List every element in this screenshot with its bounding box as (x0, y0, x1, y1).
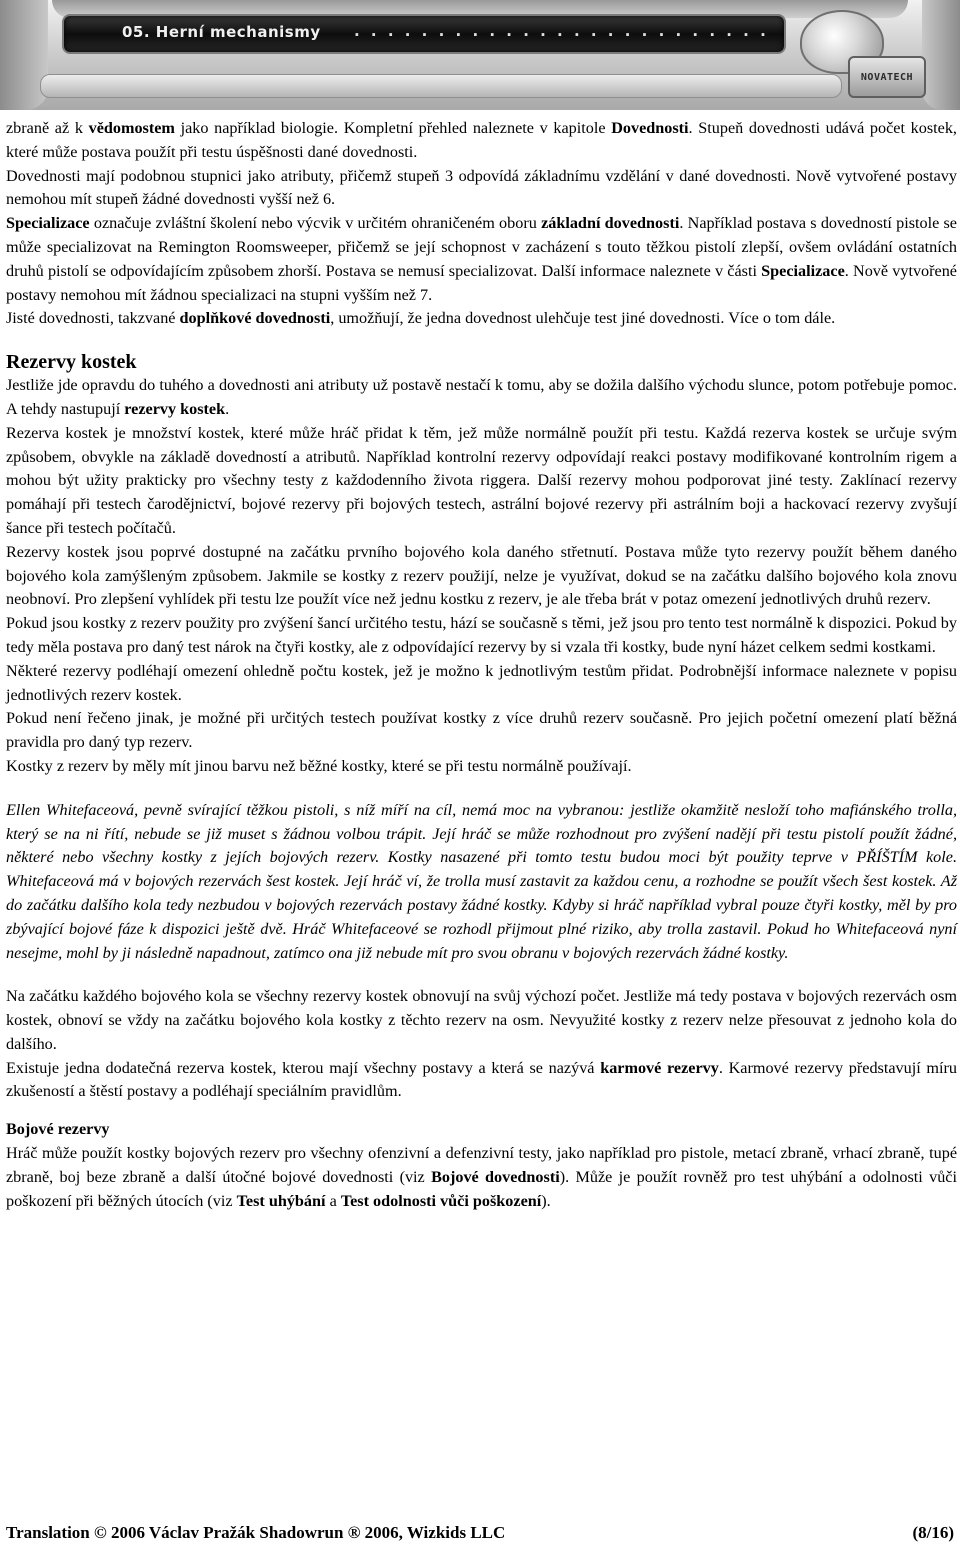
text-run: Jestliže jde opravdu do tuhého a dovednosti ani atributy už postavě nestačí k tomu, aby se dožila dalšího východu slunce, potom potřebuje pomoc. A tehdy nastupují (6, 376, 957, 418)
paragraph-dice-pool-definition: Rezerva kostek je množství kostek, které může hráč přidat k těm, jež může normálně použít při testu. Každá rezerva kostek se určuje svým způsobem, obvykle na základě dovedností a atributů. Například kontrolní rezervy odpovídají reakci postavy modifikované kontrolním rigem a mohou být užity prakticky pro všechny testy z každodenního života riggera. Další rezervy mohou podporovat jiné testy. Zaklínací rezervy pomáhají při testech čarodějnictví, bojové rezervy při bojových testech, astrální bojové rezervy při astrálním boji a hackovací rezervy zvyšují šance při testech počítačů. (6, 423, 957, 537)
paragraph-skills-intro (6, 117, 957, 165)
heading-bojove-rezervy: Bojové rezervy (6, 1120, 110, 1139)
text-run: . (225, 399, 230, 418)
paragraph-specialization (6, 212, 957, 307)
text-run: a (325, 1191, 341, 1210)
text-run: , umožňují, že jedna dovednost ulehčuje test jiné dovednosti. Více o tom dále. (330, 309, 836, 328)
paragraph-pool-refresh: Na začátku každého bojového kola se všechny rezervy kostek obnovují na svůj výchozí počet. Jestliže má tedy postava v bojových rezervách osm kostek, obnoví se vždy na začátku bojového kola kostky z těchto rezerv na osm. Nevyužité kostky z rezerv nelze přesouvat z jednoho kola do dalšího. (6, 987, 957, 1053)
paragraph-karma-pool (6, 1057, 957, 1105)
paragraph-combat-pool (6, 1142, 957, 1213)
text-run: . Stupeň dovednosti udává počet kostek, které může postava použít při testu úspěšnosti dané dovednosti. (6, 119, 957, 161)
document-body (6, 117, 957, 1213)
text-run: Hráč může použít kostky bojových rezerv pro všechny ofenzivní a defenzivní testy, jako například pro pistole, metací zbraně, vrhací zbraně, tupé zbraně, boj beze zbraně a další útočné bojové dovednosti (viz (6, 1144, 957, 1186)
header-banner (0, 0, 960, 110)
term-test-uhybani: Test uhýbání (236, 1191, 326, 1210)
term-bojove-dovednosti: Bojové dovednosti (431, 1167, 560, 1186)
chapter-title: 05. Herní mechanismy (122, 23, 321, 41)
text-run: Jisté dovednosti, takzvané (6, 309, 180, 328)
paragraph-dice-pool-limits: Některé rezervy podléhají omezení ohledně počtu kostek, jež je možno k jednotlivým testům přidat. Podrobnější informace naleznete v popisu jednotlivých rezerv kostek. (6, 661, 957, 704)
term-vedomosti: vědomostem (88, 119, 175, 137)
text-run: jako například biologie. Kompletní přehled naleznete v kapitole (174, 119, 612, 137)
term-rezervy-kostek: rezervy kostek (124, 399, 226, 418)
logo-text: NOVATECH (860, 71, 914, 83)
page-footer (6, 1521, 954, 1545)
term-dovednosti: Dovednosti (611, 119, 689, 137)
text-run: zbraně až k (6, 119, 89, 137)
banner-rail (40, 74, 842, 98)
paragraph-dice-pool-availability: Rezervy kostek jsou poprvé dostupné na začátku prvního bojového kola daného střetnutí. Postava může tyto rezervy použít během daného bojového kola zamýšleným způsobem. Jakmile se kostky z rezerv použijí, nelze je využívat, dokud se na začátku dalšího bojového kola znovu neobnoví. Pro zlepšení vyhlídek při testu lze použít více než jednu kostku z rezerv, je ale třeba brát v potaz omezení jednotlivých druhů rezerv. (6, 542, 957, 609)
paragraph-skills-scale: Dovednosti mají podobnou stupnici jako atributy, přičemž stupeň 3 odpovídá základnímu vzdělání v dané dovednosti. Nově vytvořené postavy nemohou mít stupeň žádné dovednosti vyšší než 6. (6, 166, 957, 209)
chapter-title-bar (62, 14, 786, 54)
term-test-odolnosti: Test odolnosti vůči poškození (340, 1191, 542, 1210)
paragraph-dice-pool-rolling: Pokud jsou kostky z rezerv použity pro zvýšení šancí určitého testu, hází se současně s těmi, jež jsou pro tento test normálně k dispozici. Pokud by tedy měla postava pro daný test nárok na čtyři kostky, ale z odpovídající rezervy by si vzala tři kostky, bude nyní házet celkem sedmi kostkami. (6, 614, 957, 656)
term-zakladni-dovednosti: základní dovednosti (541, 214, 680, 233)
text-run: . Například postava s dovedností pistole se může specializovat na Remington Roomsweeper, přičemž se její schopnost v zacházení s touto těžkou pistolí zlepší, ovšem ovládání ostatních druhů pistolí se odpovídajícím způsobem zhorší. Postava se nemusí specializovat. Další informace naleznete v části (6, 214, 957, 280)
text-run: ). Může je použít rovněž pro test uhýbání a odolnosti vůči poškození při běžných útocích (viz (6, 1167, 957, 1210)
text-run: Existuje jedna dodatečná rezerva kostek, kterou mají všechny postavy a která se nazývá (6, 1058, 601, 1077)
term-karmove-rezervy: karmové rezervy (600, 1058, 719, 1077)
text-run: . Karmové rezervy představují míru zkušeností a štěstí postavy a podléhají speciálním pravidlům. (6, 1058, 957, 1101)
paragraph-dice-pool-combining: Pokud není řečeno jinak, je možné při určitých testech používat kostky z více druhů rezerv současně. Pro jejich početní omezení platí běžná pravidla pro daný typ rezerv. (6, 709, 957, 752)
example-whiteface: Ellen Whitefaceová, pevně svírající těžkou pistoli, s níž míří na cíl, nemá moc na vybranou: jestliže okamžitě nesloží toho mafiánského trolla, který se na ni řítí, nebude se již muset s žádnou volbou trápit. Její hráč se může rozhodnout pro zvýšení nadějí při testu pistolí použít žádné, některé nebo všechny kostky z jejích bojových rezerv. Kostky nasazené při tomto testu budou moci být použity teprve v PŘÍŠTÍM kole. Whitefaceová má v bojových rezervách šest kostek. Její hráč ví, že trolla musí zastavit za každou cenu, a rozhodne se použít všech šest kostek. Až do začátku dalšího kola tedy nezbudou v bojových rezervách postavy žádné kostky. Kdyby si hráč například vybral pouze čtyři kostky, měl by pro zbývající bojové fáze k dispozici ještě dvě. Hráč Whitefaceové se rozhodl přijmout plné riziko, aby trolla zastavil. Pokud ho Whitefaceová nyní nesejme, mohl by ji následně napadnout, zatímco ona již nebude mít pro svou obranu v bojových rezervách žádné kostky. (6, 800, 957, 962)
paragraph-complementary (6, 307, 957, 331)
spacer (6, 779, 957, 799)
text-run: označuje zvláštní školení nebo výcvik v určitém ohraničeném oboru (89, 214, 542, 233)
text-run: . Nově vytvořené postavy nemohou mít žádnou specializaci na stupni vyšším než 7. (6, 261, 957, 304)
paragraph-dice-color: Kostky z rezerv by měly mít jinou barvu než běžné kostky, které se při testu normálně používají. (6, 756, 632, 775)
page-number: (8/16) (912, 1523, 954, 1542)
novatech-logo (848, 56, 926, 98)
chapter-title-dots: . . . . . . . . . . . . . . . . . . . . . . . . . (354, 22, 769, 40)
term-doplnkove-dovednosti: doplňkové dovednosti (179, 309, 331, 328)
footer-copyright: Translation © 2006 Václav Pražák Shadowrun ® 2006, Wizkids LLC (6, 1523, 506, 1542)
term-specializace: Specializace (6, 214, 90, 233)
heading-rezervy-kostek: Rezervy kostek (6, 351, 137, 374)
spacer (6, 1104, 957, 1118)
term-specializace-ref: Specializace (761, 261, 845, 280)
text-run: ). (541, 1191, 551, 1210)
paragraph-dice-pools-intro (6, 374, 957, 422)
spacer (6, 965, 957, 985)
banner-right-cap (922, 0, 960, 110)
